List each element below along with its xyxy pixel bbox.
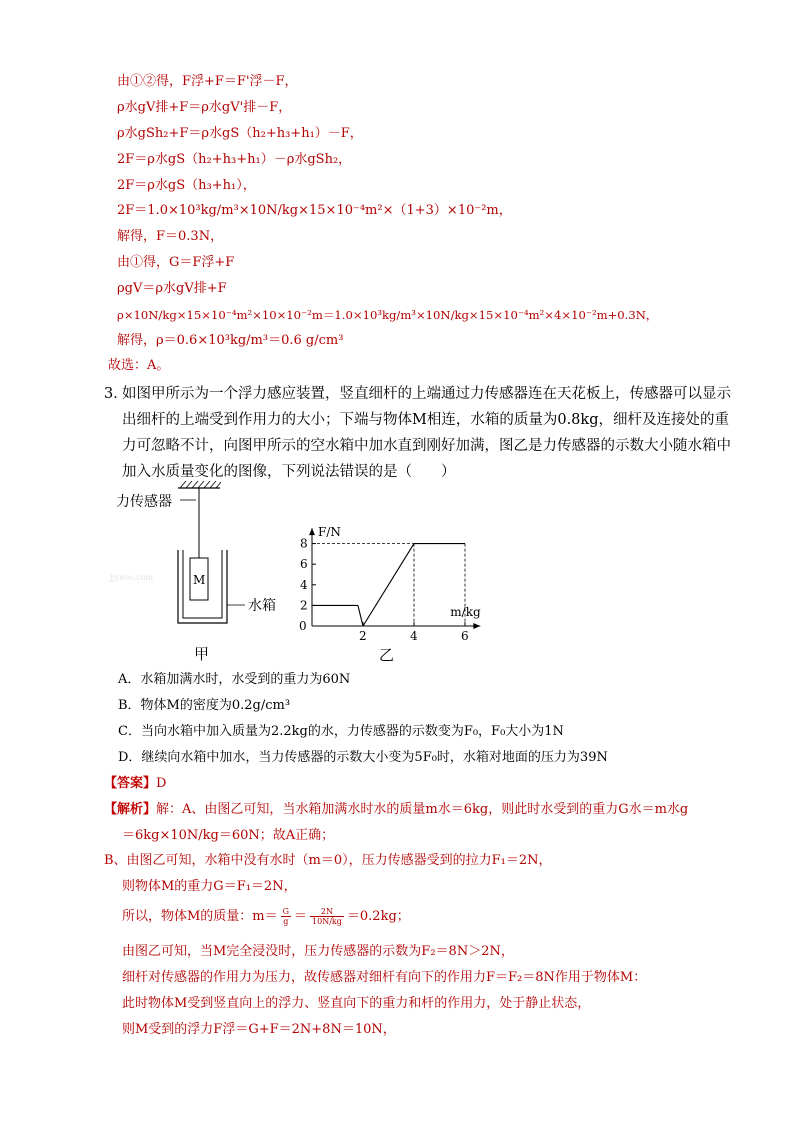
- solution-line-2: ρ水gV排+F＝ρ水gV'排－F，: [117, 100, 292, 115]
- option-d: D．继续向水箱中加水，当力传感器的示数大小变为5F₀时，水箱对地面的压力为39N: [118, 750, 608, 765]
- frac1-denominator: g: [283, 917, 289, 926]
- fraction-g-over-g: [281, 907, 291, 926]
- answer-value: D: [156, 776, 167, 791]
- figure-jia: [108, 478, 308, 668]
- answer-row: [104, 775, 166, 793]
- frac2-denominator: 10N/kg: [312, 917, 342, 926]
- solution-line-3: ρ水gSh₂+F＝ρ水gS（h₂+h₃+h₁）－F，: [117, 126, 363, 141]
- solution-line-5: 2F＝ρ水gS（h₃+h₁），: [117, 178, 256, 193]
- x-axis-label: m/kg: [450, 605, 481, 619]
- ceiling-hatch-icon: [178, 481, 221, 488]
- y-tick-label: 8: [300, 536, 308, 551]
- x-tick-label: 6: [461, 629, 469, 643]
- x-tick-label: 2: [359, 629, 367, 643]
- x-axis-arrow-icon: [473, 623, 480, 629]
- watermark: jjyeoo.com: [110, 573, 154, 582]
- series-segment: [363, 544, 414, 626]
- analysis-text-1: 解：A、由图乙可知，当水箱加满水时水的质量m水＝6kg，则此时水受到的重力G水＝m水g: [156, 802, 689, 817]
- solution-line-10: ρ×10N/kg×15×10⁻⁴m²×10×10⁻²m＝1.0×10³kg/m³×10N/kg×15×10⁻⁴m²×4×10⁻²m+0.3N，: [117, 308, 658, 322]
- analysis-line-9: 则M受到的浮力F浮＝G+F＝2N+8N＝10N，: [122, 1022, 396, 1037]
- y-axis-arrow-icon: [309, 528, 315, 535]
- frac1-numerator: G: [282, 907, 290, 916]
- question-number: 3．: [104, 386, 128, 402]
- option-a: A．水箱加满水时，水受到的重力为60N: [118, 672, 351, 687]
- fraction-2n-over-10nkg: [310, 907, 344, 926]
- caption-yi: 乙: [379, 646, 395, 664]
- solution-line-1: 由①②得，F浮+F＝F'浮－F，: [117, 74, 298, 89]
- equals-sign: ＝: [294, 909, 308, 924]
- object-label: M: [193, 573, 206, 587]
- series-segment: [358, 605, 363, 626]
- tank-label: 水箱: [248, 598, 276, 614]
- question-line-1: 如图甲所示为一个浮力感应装置，竖直细杆的上端通过力传感器连在天花板上，传感器可以显示: [122, 386, 731, 402]
- y-axis-label: F/N: [318, 525, 341, 540]
- mass-prefix: 所以，物体M的质量：m＝: [122, 909, 278, 924]
- analysis-line-8: 此时物体M受到竖直向上的浮力、竖直向下的重力和杆的作用力，处于静止状态，: [122, 996, 591, 1011]
- question-line-2: 出细杆的上端受到作用力的大小；下端与物体M相连，水箱的质量为0.8kg，细杆及连接处的重: [122, 412, 729, 428]
- y-tick-label: 4: [300, 577, 308, 592]
- x-tick-label: 4: [410, 629, 418, 643]
- analysis-line-7: 细杆对传感器的作用力为压力，故传感器对细杆有向下的作用力F＝F₂＝8N作用于物体M：: [122, 970, 647, 985]
- figure-yi-chart: [290, 500, 530, 670]
- question-line-3: 力可忽略不计，向图甲所示的空水箱中加水直到刚好加满，图乙是力传感器的示数大小随水箱中: [122, 438, 731, 454]
- analysis-label: 【解析】: [104, 802, 157, 817]
- solution-line-8: 由①得，G＝F浮+F: [117, 255, 235, 270]
- analysis-line-6: 由图乙可知，当M完全浸没时，压力传感器的示数为F₂＝8N＞2N，: [122, 944, 514, 959]
- origin-label: 0: [299, 619, 307, 633]
- mass-suffix: ＝0.2kg；: [346, 909, 410, 924]
- question-line-4: 加入水质量变化的图像，下列说法错误的是（ ）: [122, 464, 456, 480]
- solution-line-6: 2F＝1.0×10³kg/m³×10N/kg×15×10⁻⁴m²×（1+3）×10⁻²m，: [117, 203, 512, 218]
- analysis-line-4: 则物体M的重力G＝F₁＝2N，: [122, 879, 297, 894]
- analysis-line-2: ＝6kg×10N/kg＝60N；故A正确；: [122, 828, 335, 843]
- analysis-line-1: [104, 801, 688, 819]
- solution-line-7: 解得，F＝0.3N，: [117, 229, 224, 244]
- answer-label: 【答案】: [104, 776, 157, 791]
- y-tick-label: 2: [300, 598, 308, 613]
- solution-line-9: ρgV＝ρ水gV排+F: [117, 281, 227, 296]
- option-c: C．当向水箱中加入质量为2.2kg的水，力传感器的示数变为F₀，F₀大小为1N: [118, 724, 564, 739]
- previous-answer: 故选：A。: [108, 358, 170, 373]
- option-b: B．物体M的密度为0.2g/cm³: [118, 698, 291, 713]
- analysis-line-3: B、由图乙可知，水箱中没有水时（m＝0），压力传感器受到的拉力F₁＝2N，: [104, 853, 552, 868]
- frac2-numerator: 2N: [310, 907, 344, 917]
- caption-jia: 甲: [194, 645, 210, 663]
- solution-line-4: 2F＝ρ水gS（h₂+h₃+h₁）－ρ水gSh₂，: [117, 152, 352, 167]
- sensor-label: 力传感器: [116, 494, 172, 510]
- y-tick-label: 6: [300, 557, 308, 572]
- analysis-line-5: [122, 907, 410, 926]
- solution-line-11: 解得，ρ＝0.6×10³kg/m³＝0.6 g/cm³: [117, 333, 344, 348]
